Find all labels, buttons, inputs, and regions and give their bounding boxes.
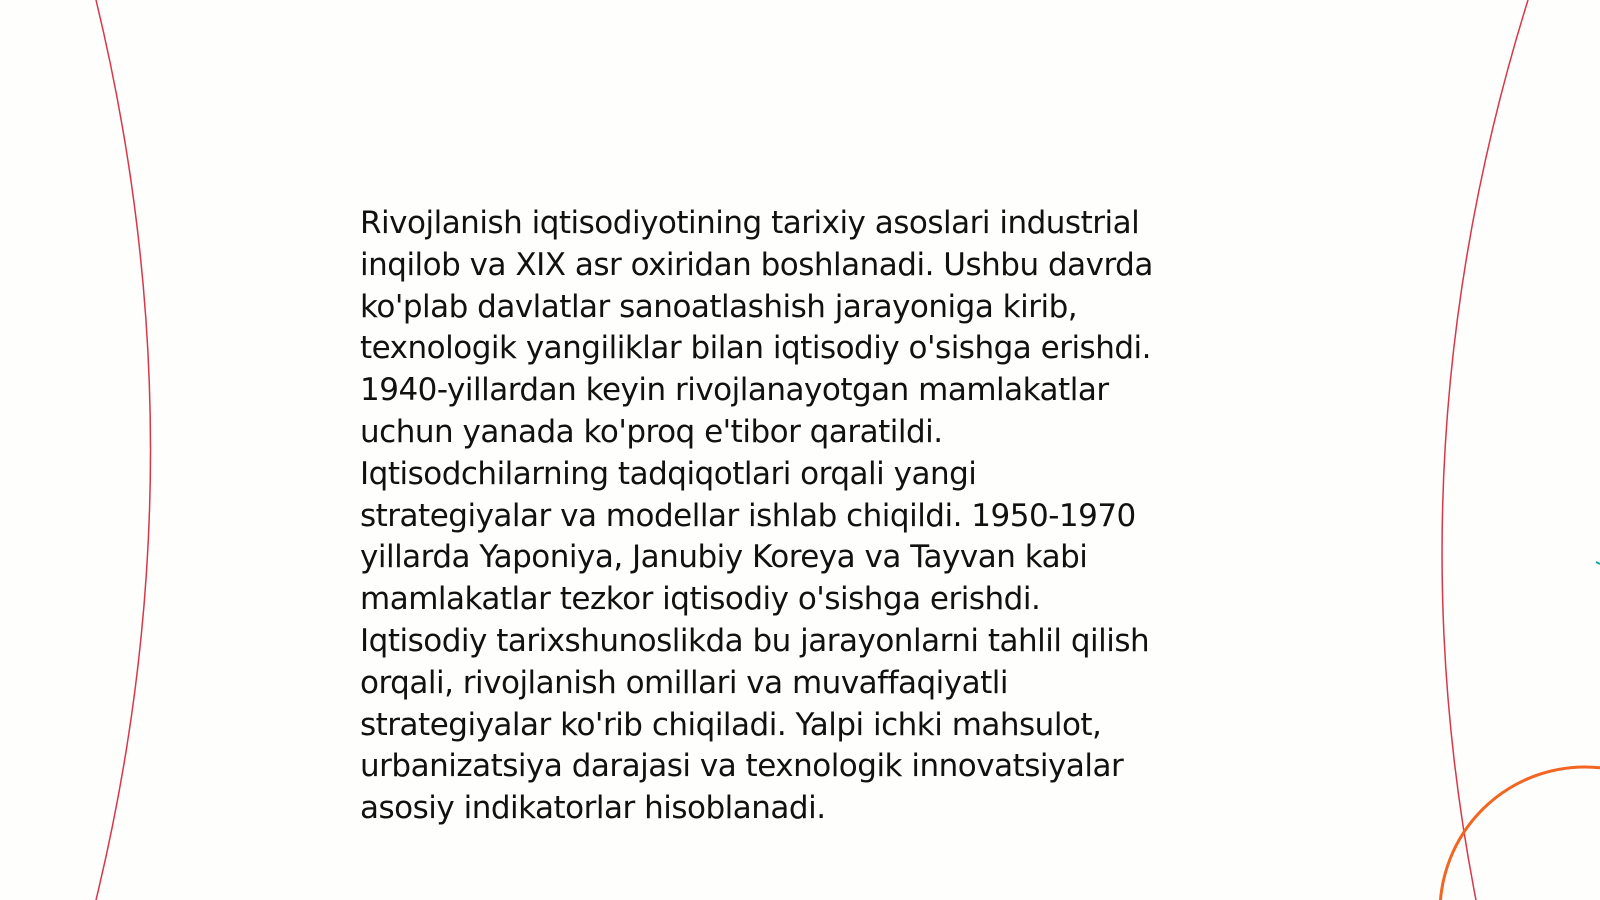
body-paragraph: Rivojlanish iqtisodiyotining tarixiy asoslari industrial inqilob va XIX asr oxiridan boshlanadi. Ushbu davrda ko'plab davlatlar sanoatlashish jarayoniga kirib, texnologik yangiliklar bilan iqtisodiy o'sishga erishdi. 1940-yillardan keyin rivojlanayotgan mamlakatlar uchun yanada ko'proq e'tibor qaratildi. Iqtisodchilarning tadqiqotlari orqali yangi strategiyalar va modellar ishlab chiqildi. 1950-1970 yillarda Yaponiya, Janubiy Koreya va Tayvan kabi mamlakatlar tezkor iqtisodiy o'sishga erishdi. Iqtisodiy tarixshunoslikda bu jarayonlarni tahlil qilish orqali, rivojlanish omillari va muvaffaqiyatli strategiyalar ko'rib chiqiladi. Yalpi ichki mahsulot, urbanizatsiya darajasi va texnologik innovatsiyalar asosiy indikatorlar hisoblanadi.: [360, 205, 1153, 827]
right-arc-line: [1442, 0, 1528, 900]
teal-accent-mark: [1596, 562, 1600, 564]
left-arc-line: [96, 0, 151, 900]
orange-circle: [1440, 767, 1600, 900]
